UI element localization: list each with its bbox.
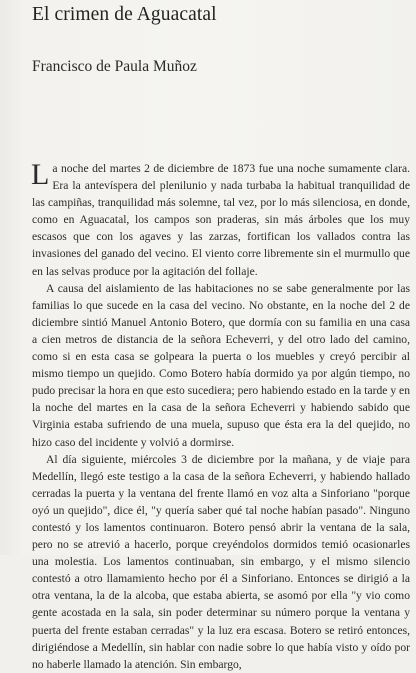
paragraph-3: Al día siguiente, miércoles 3 de diciembre por la mañana, y de viaje para Medellín, llegó este testigo a la casa de la señora Echeverri, y habiendo hallado cerradas la puerta y la ventana del frente llamó en voz alta a Sinforiano "porque oyó un quejido", dice él, "y quería saber qué tal noche habían pasado". Ninguno contestó y los lamentos continuaron. Botero pensó abrir la ventana de la sala, pero no se atrevió a hacerlo, porque creyéndolos dormidos temió ocasionarles una molestia. Los lamentos continuaban, sin embargo, y el mismo silencio contestó a otro llamamiento hecho por él a Sinforiano. Entonces se dirigió a la otra ventana, la de la alcoba, que estaba abierta, se asomó por ella "y vio como gente acostada en la sala, sin poder determinar su número porque la ventana y puerta del frente estaban cerradas" y la luz era escasa. Botero se retiró entonces, dirigiéndose a Medellín, sin hablar con nadie sobre lo que había visto y oído por no haberle llamado la atención. Sin embargo, [32, 452, 410, 671]
drop-cap: L [31, 158, 50, 191]
body-text [32, 160, 410, 673]
paragraph-2: A causa del aislamiento de las habitaciones no se sabe generalmente por las familias lo que sucede en la casa del vecino. No obstante, en la noche del 2 de diciembre sintió Manuel Antonio Botero, que dormía con su familia en una casa a cien metros de distancia de la señora Echeverri, y del otro lado del camino, como si en esta casa se golpeara la puerta o los muebles y creyó percibir al mismo tiempo un quejido. Como Botero había dormido ya por algún tiempo, no pudo precisar la hora en que esto sucediera; pero habiendo estado en la tarde y en la noche del martes en la casa de la señora Echeverri y habiendo sabido que Virginia estaba sufriendo de una muela, supuso que ésta era la del quejido, no hizo caso del incidente y volvió a dormirse. [32, 281, 410, 449]
paragraph-1-text: a noche del martes 2 de diciembre de 1873 fue una noche sumamente clara. Era la antevíspera del plenilunio y nada turbaba la habitual tranquilidad de las campiñas, tranquilidad más solemne, tal vez, por lo más silenciosa, en donde, como en Aguacatal, los campos son praderas, sin más árboles que los muy escasos que con los agaves y las zarzas, fortifican los vallados contra las invasiones del ganado del vecino. El viento corre libremente sin el murmullo que en las selvas produce por la agitación del follaje. [32, 162, 410, 278]
author-name: Francisco de Paula Muñoz [32, 58, 197, 75]
chapter-title: El crimen de Aguacatal [32, 4, 217, 25]
paragraph-1 [32, 160, 410, 280]
